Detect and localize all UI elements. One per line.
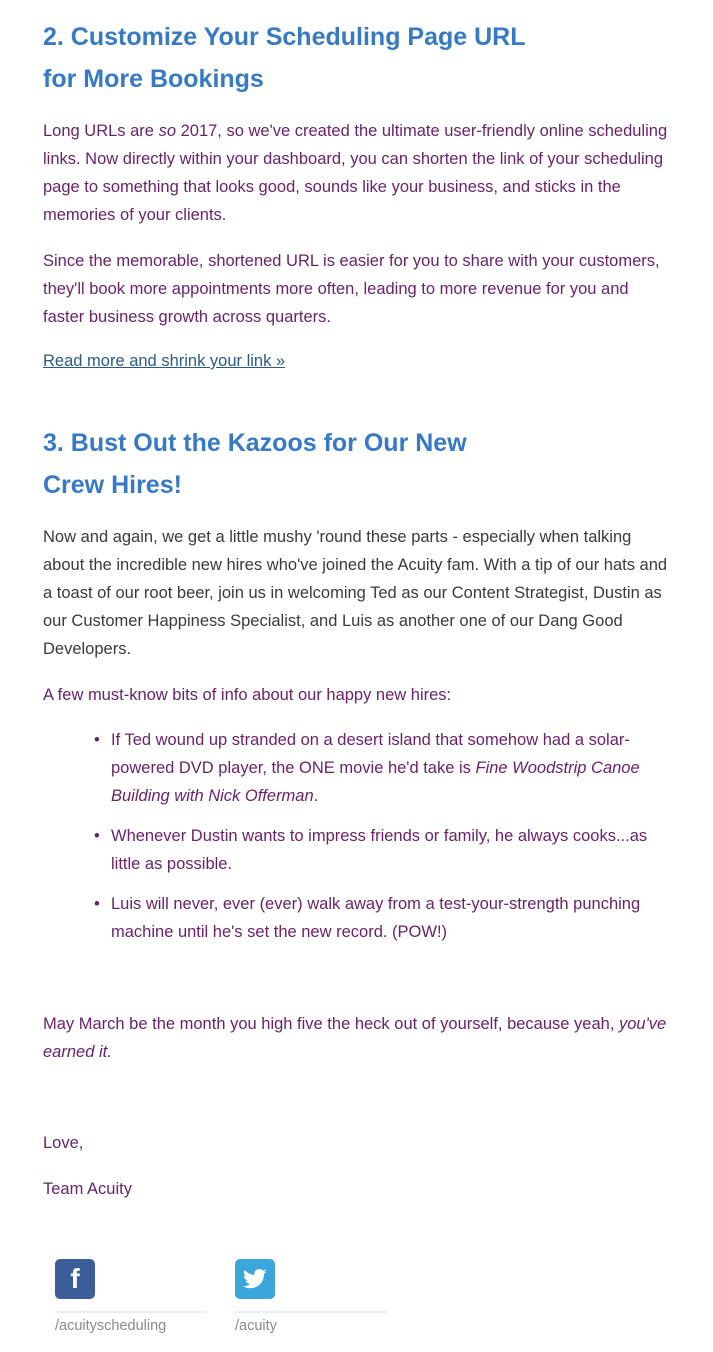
section-3-heading-line1: 3. Bust Out the Kazoos for Our New xyxy=(43,429,467,457)
divider xyxy=(235,1311,387,1313)
section-2-heading-line2: for More Bookings xyxy=(43,65,264,93)
twitter-handle[interactable]: /acuity xyxy=(235,1318,277,1334)
list-item-text-end: . xyxy=(313,787,319,805)
divider xyxy=(55,1311,207,1313)
twitter-bird-icon xyxy=(243,1269,267,1289)
facebook-link[interactable] xyxy=(55,1259,207,1334)
facebook-glyph: f xyxy=(70,1263,80,1294)
new-hires-list xyxy=(43,726,671,958)
section-2-p1-emphasis: so xyxy=(158,122,177,140)
sign-off-signature: Team Acuity xyxy=(43,1180,132,1198)
list-item: • Whenever Dustin wants to impress friends or family, he always cooks...as little as possible. xyxy=(94,827,648,873)
read-more-row xyxy=(43,347,673,375)
section-3-paragraph-2: A few must-know bits of info about our happy new hires: xyxy=(43,686,452,704)
list-item: • Luis will never, ever (ever) walk away from a test-your-strength punching machine until he's set the new record. (POW!) xyxy=(94,895,641,941)
section-2-paragraph-1 xyxy=(43,117,673,229)
facebook-handle[interactable]: /acuityscheduling xyxy=(55,1318,167,1334)
twitter-link[interactable] xyxy=(235,1259,387,1334)
social-links xyxy=(55,1259,395,1349)
list-item: • If Ted wound up stranded on a desert island that somehow had a solar-powered DVD player, the ONE movie he'd take is Fine Woodstrip Canoe Building with Nick Offerman. xyxy=(94,731,640,805)
section-2-p1-before: Long URLs are xyxy=(43,122,159,140)
sign-off-love: Love, xyxy=(43,1134,84,1152)
section-2-heading xyxy=(43,16,603,100)
list-item-text: Luis will never, ever (ever) walk away from a test-your-strength punching machine until he's set the new record. (POW!) xyxy=(111,895,641,941)
list-item-emphasis: Fine Woodstrip Canoe Building with Nick Offerman xyxy=(111,759,640,805)
closing-line xyxy=(43,1010,673,1066)
section-2-paragraph-2: Since the memorable, shortened URL is easier for you to share with your customers, they'll book more appointments more often, leading to more revenue for you and faster business growth across quarters. xyxy=(43,252,660,326)
section-3-heading xyxy=(43,422,603,506)
section-2-heading-line1: 2. Customize Your Scheduling Page URL xyxy=(43,23,526,51)
closing-line-text: May March be the month you high five the heck out of yourself, because yeah, xyxy=(43,1015,619,1033)
facebook-icon[interactable] xyxy=(55,1259,95,1299)
closing-line-emphasis: you've earned it. xyxy=(43,1015,667,1061)
section-2-p1-after: 2017, so we've created the ultimate user-friendly online scheduling links. Now directly within your dashboard, you can shorten the link of your scheduling page to something that looks good, sounds like your business, and sticks in the memories of your clients. xyxy=(43,122,668,224)
list-item-text: Whenever Dustin wants to impress friends or family, he always cooks...as little as possible. xyxy=(111,827,648,873)
section-3-heading-line2: Crew Hires! xyxy=(43,471,182,499)
twitter-icon[interactable] xyxy=(235,1259,275,1299)
section-3-paragraph-1: Now and again, we get a little mushy 'round these parts - especially when talking about the incredible new hires who've joined the Acuity fam. With a tip of our hats and a toast of our root beer, join us in welcoming Ted as our Content Strategist, Dustin as our Customer Happiness Specialist, and Luis as another one of our Dang Good Developers. xyxy=(43,528,668,658)
list-item-text: If Ted wound up stranded on a desert island that somehow had a solar-powered DVD player, the ONE movie he'd take is xyxy=(111,731,630,777)
read-more-link[interactable]: Read more and shrink your link » xyxy=(43,352,286,370)
